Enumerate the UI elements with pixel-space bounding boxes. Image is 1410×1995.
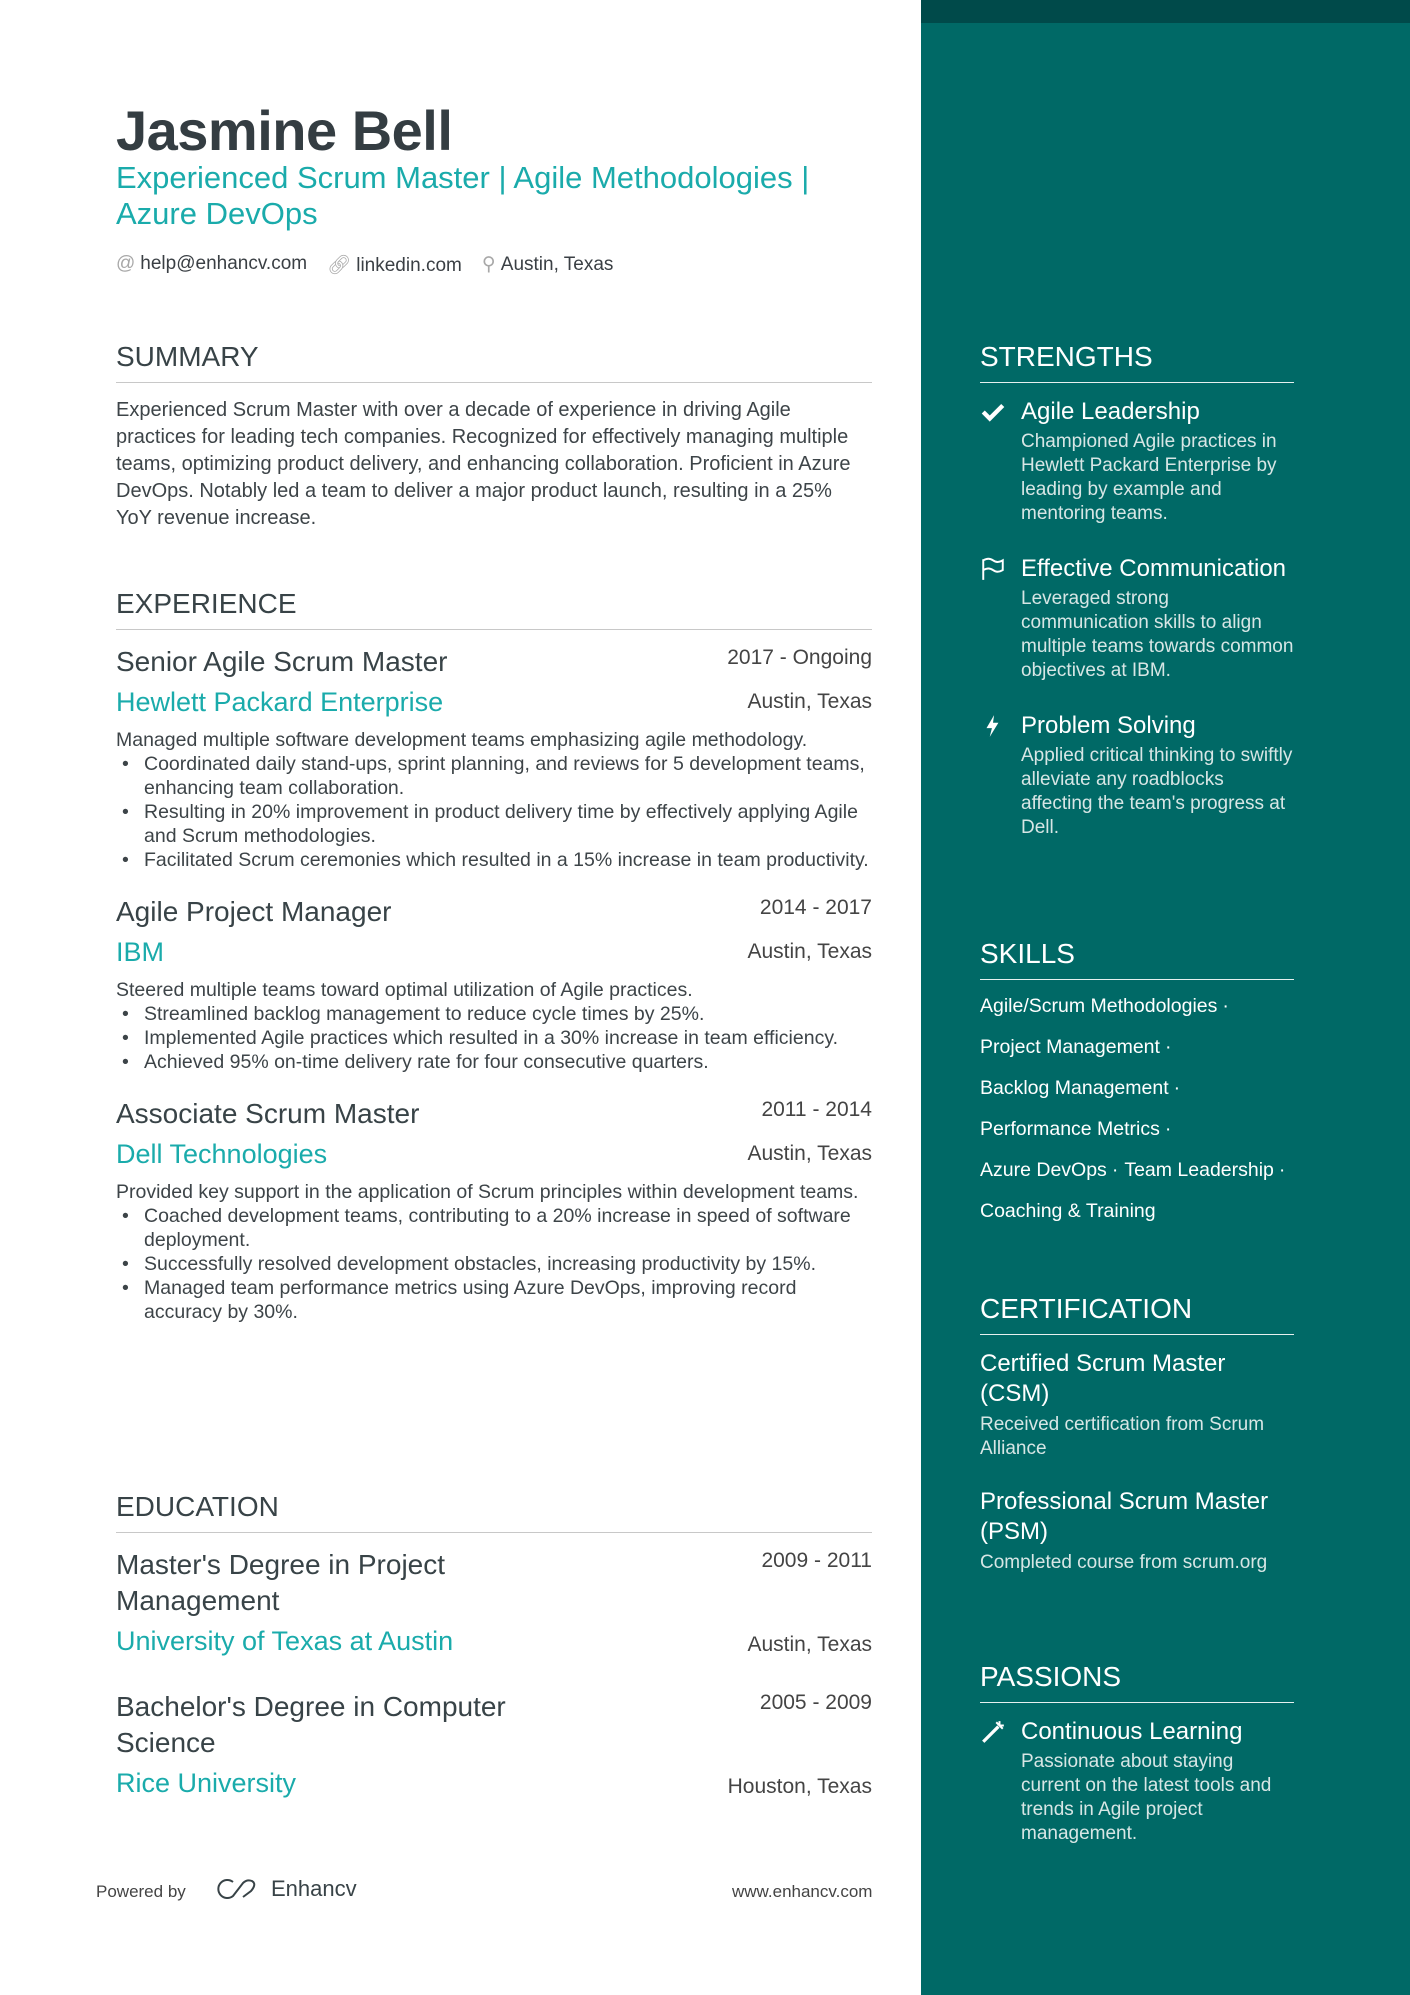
education-location: Houston, Texas xyxy=(727,1775,872,1798)
job-title: Senior Agile Scrum Master xyxy=(116,646,448,677)
linkedin-text: linkedin.com xyxy=(356,255,462,276)
footer-url[interactable] xyxy=(732,1882,872,1902)
item-title: Problem Solving xyxy=(1021,712,1196,739)
certification-title: Professional Scrum Master (PSM) xyxy=(980,1488,1269,1545)
job-bullet: • Implemented Agile practices which resulted in a 30% increase in team efficiency. xyxy=(116,1026,872,1050)
enhancv-brand-text: Enhancv xyxy=(271,1876,357,1901)
separator-dot: · xyxy=(1278,1159,1286,1181)
email-text: help@enhancv.com xyxy=(140,253,308,274)
section-title: STRENGTHS xyxy=(980,340,1294,383)
strengths-item xyxy=(980,397,1294,526)
job-bullets xyxy=(116,1002,872,1074)
footer-url-text: www.enhancv.com xyxy=(732,1882,873,1901)
separator-dot: · xyxy=(1222,995,1229,1017)
link-icon: 🔗︎ xyxy=(327,255,352,276)
location-pin-icon: ⚲ xyxy=(481,254,496,275)
contact-location xyxy=(482,253,614,277)
job-dates: 2017 - Ongoing xyxy=(727,646,872,669)
summary-section xyxy=(116,340,872,532)
job-bullet: • Coordinated daily stand-ups, sprint planning, and reviews for 5 development teams, enhancing team collaboration. xyxy=(116,752,872,800)
contact-info xyxy=(116,253,613,277)
job-bullet: • Successfully resolved development obstacles, increasing productivity by 15%. xyxy=(116,1252,872,1276)
certification-section xyxy=(980,1292,1294,1601)
section-title: SUMMARY xyxy=(116,340,872,383)
education-dates: 2009 - 2011 xyxy=(761,1549,872,1572)
education-section xyxy=(116,1490,872,1831)
job-location: Austin, Texas xyxy=(747,690,872,713)
job-bullet: • Streamlined backlog management to reduce cycle times by 25%. xyxy=(116,1002,872,1026)
school-name[interactable]: Rice University xyxy=(116,1768,297,1798)
contact-email[interactable] xyxy=(116,253,307,277)
education-entry xyxy=(116,1547,872,1659)
passions-section xyxy=(980,1660,1294,1874)
flag-icon xyxy=(980,556,1008,584)
sidebar-top-strip xyxy=(921,0,1410,23)
degree-title: Master's Degree in Project Management xyxy=(116,1549,446,1616)
separator-dot: · xyxy=(1111,1159,1119,1181)
strengths-section xyxy=(980,340,1294,868)
skill-name: Backlog Management xyxy=(980,1077,1169,1099)
skill-item xyxy=(980,1076,1186,1100)
skills-section xyxy=(980,937,1294,1223)
certification-item xyxy=(980,1349,1294,1461)
candidate-headline: Experienced Scrum Master | Agile Methodologies | Azure DevOps xyxy=(116,160,810,231)
experience-entry xyxy=(116,1096,872,1324)
company-name: IBM xyxy=(116,937,165,967)
job-bullet: • Coached development teams, contributing to a 20% increase in speed of software deployment. xyxy=(116,1204,872,1252)
certification-title: Certified Scrum Master (CSM) xyxy=(980,1350,1226,1407)
job-description: Provided key support in the application of Scrum principles within development teams. xyxy=(116,1181,859,1203)
item-description: Leveraged strong communication skills to align multiple teams towards common objectives at IBM. xyxy=(1021,588,1294,681)
skill-name: Coaching & Training xyxy=(980,1200,1156,1222)
section-title: SKILLS xyxy=(980,937,1294,980)
job-bullet: • Facilitated Scrum ceremonies which resulted in a 15% increase in team productivity. xyxy=(116,848,872,872)
job-bullets xyxy=(116,1204,872,1324)
item-description: Passionate about staying current on the latest tools and trends in Agile project management. xyxy=(1021,1751,1272,1844)
job-location: Austin, Texas xyxy=(747,940,872,963)
skill-item xyxy=(980,1199,1156,1223)
certification-description: Completed course from scrum.org xyxy=(980,1552,1268,1573)
job-bullet: • Achieved 95% on-time delivery rate for four consecutive quarters. xyxy=(116,1050,872,1074)
certification-description: Received certification from Scrum Alliance xyxy=(980,1414,1265,1459)
strengths-item xyxy=(980,711,1294,840)
item-description: Championed Agile practices in Hewlett Packard Enterprise by leading by example and mentoring teams. xyxy=(1021,431,1277,524)
enhancv-logo[interactable] xyxy=(215,1876,357,1902)
skill-item xyxy=(980,1158,1124,1182)
item-title: Agile Leadership xyxy=(1021,398,1200,425)
skill-name: Performance Metrics xyxy=(980,1118,1160,1140)
experience-section xyxy=(116,587,872,1346)
education-entry xyxy=(116,1689,872,1801)
section-title: EXPERIENCE xyxy=(116,587,872,630)
skill-item xyxy=(980,1117,1177,1141)
skill-name: Team Leadership xyxy=(1124,1159,1274,1181)
company-name: Dell Technologies xyxy=(116,1139,328,1169)
separator-dot: · xyxy=(1173,1077,1181,1099)
education-dates: 2005 - 2009 xyxy=(759,1691,872,1714)
candidate-name: Jasmine Bell xyxy=(116,99,453,162)
job-bullet: • Managed team performance metrics using Azure DevOps, improving record accuracy by 30%. xyxy=(116,1276,872,1324)
job-description: Managed multiple software development teams emphasizing agile methodology. xyxy=(116,729,808,751)
skill-item xyxy=(1124,1158,1291,1182)
job-title: Agile Project Manager xyxy=(116,896,392,927)
job-bullet: • Resulting in 20% improvement in product delivery time by effectively applying Agile and Scrum methodologies. xyxy=(116,800,872,848)
job-bullets xyxy=(116,752,872,872)
skill-name: Azure DevOps xyxy=(980,1159,1107,1181)
separator-dot: · xyxy=(1164,1118,1172,1140)
certification-item xyxy=(980,1487,1294,1575)
skill-item xyxy=(980,1035,1177,1059)
job-dates: 2011 - 2014 xyxy=(761,1098,872,1121)
at-icon: @ xyxy=(116,253,136,274)
job-location: Austin, Texas xyxy=(747,1142,872,1165)
experience-entry xyxy=(116,894,872,1074)
job-description: Steered multiple teams toward optimal utilization of Agile practices. xyxy=(116,979,693,1001)
education-location: Austin, Texas xyxy=(747,1633,872,1656)
skill-item xyxy=(980,994,1235,1018)
skill-name: Project Management xyxy=(980,1036,1160,1058)
lightning-icon xyxy=(980,713,1008,741)
degree-title: Bachelor's Degree in Computer Science xyxy=(116,1691,506,1758)
item-description: Applied critical thinking to swiftly alleviate any roadblocks affecting the team's progress at Dell. xyxy=(1021,745,1293,838)
strengths-item xyxy=(980,554,1294,683)
checkmark-icon xyxy=(980,399,1008,427)
powered-by xyxy=(96,1882,186,1902)
item-title: Effective Communication xyxy=(1021,555,1287,582)
job-title: Associate Scrum Master xyxy=(116,1098,420,1129)
section-title: EDUCATION xyxy=(116,1490,872,1533)
experience-entry xyxy=(116,644,872,872)
magic-wand-icon xyxy=(980,1719,1008,1747)
section-title: PASSIONS xyxy=(980,1660,1294,1703)
company-name: Hewlett Packard Enterprise xyxy=(116,687,444,717)
location-text: Austin, Texas xyxy=(500,254,614,275)
enhancv-logo-icon xyxy=(215,1877,261,1901)
job-dates: 2014 - 2017 xyxy=(759,896,872,919)
powered-by-text: Powered by xyxy=(96,1882,186,1901)
contact-linkedin[interactable] xyxy=(327,253,462,277)
passions-item xyxy=(980,1717,1294,1846)
skill-name: Agile/Scrum Methodologies xyxy=(980,995,1218,1017)
separator-dot: · xyxy=(1164,1036,1172,1058)
summary-text: Experienced Scrum Master with over a decade of experience in driving Agile practices for leading tech companies. Recognized for effectively managing multiple teams, optimizing product delivery, and enhancing collaboration. Proficient in Azure DevOps. Notably led a team to deliver a major product launch, resulting in a 25% YoY revenue increase. xyxy=(116,399,851,529)
section-title: CERTIFICATION xyxy=(980,1292,1294,1335)
item-title: Continuous Learning xyxy=(1021,1718,1243,1745)
school-name[interactable]: University of Texas at Austin xyxy=(116,1626,454,1656)
